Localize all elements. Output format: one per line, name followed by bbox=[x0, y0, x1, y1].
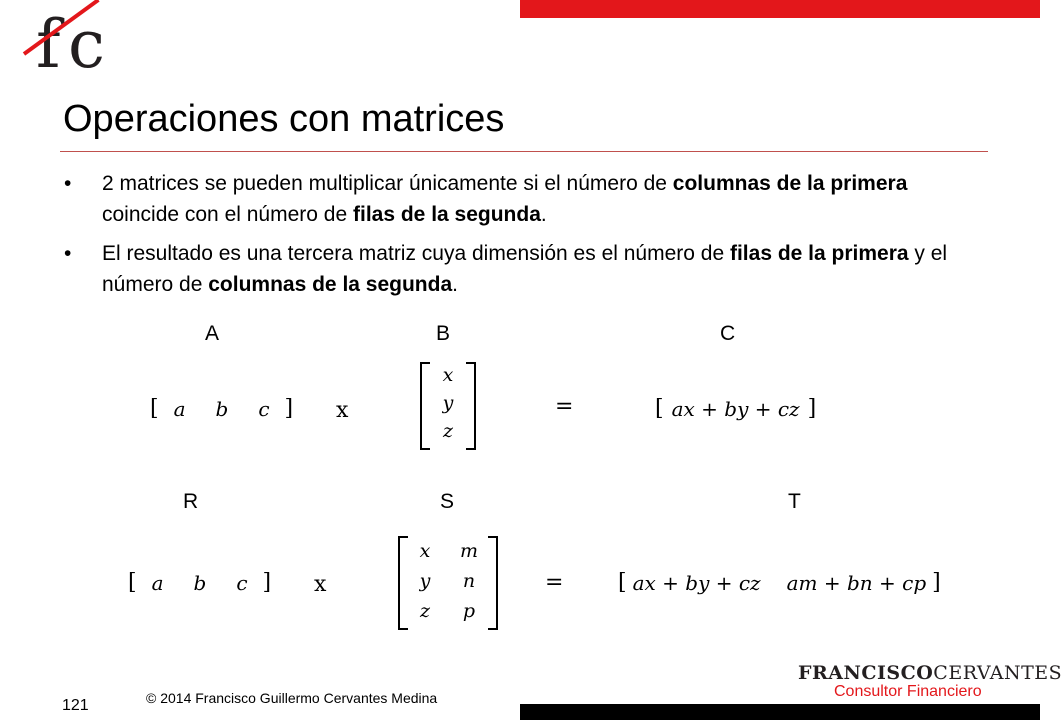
row-vector-a bbox=[150, 396, 293, 421]
matrix-element: z bbox=[419, 600, 430, 622]
bullet-dot: • bbox=[64, 172, 72, 195]
bullet-list bbox=[64, 168, 964, 308]
matrix-element: y bbox=[442, 392, 454, 414]
matrix-element: p bbox=[462, 600, 476, 622]
matrix-element: b bbox=[215, 396, 229, 421]
matrix-label-t: T bbox=[788, 490, 801, 513]
text-run-bold: filas de la segunda bbox=[353, 203, 541, 226]
row-vector-r bbox=[128, 570, 271, 595]
title-divider bbox=[60, 151, 988, 152]
matrix-label-b: B bbox=[436, 322, 451, 345]
fc-logo bbox=[22, 8, 112, 90]
column-vector-b bbox=[420, 362, 476, 450]
matrix-label-a: A bbox=[205, 322, 220, 345]
bracket-open: [ bbox=[128, 570, 137, 595]
result-vector-t bbox=[618, 570, 941, 595]
matrix-element: z bbox=[442, 420, 453, 442]
matrix-element: x bbox=[442, 364, 454, 386]
matrix-element: ax + by + cz bbox=[632, 570, 761, 595]
multiply-sign: x bbox=[336, 398, 349, 423]
brand-logo bbox=[798, 662, 1062, 684]
matrix-element: am + bn + cp bbox=[786, 570, 927, 595]
text-run: 2 matrices se pueden multiplicar únicamente si el número de bbox=[102, 172, 673, 195]
logo-letter-f: f bbox=[36, 6, 61, 83]
matrix-element: c bbox=[258, 396, 270, 421]
text-run-bold: columnas de la primera bbox=[672, 172, 908, 195]
brand-subtitle: Consultor Financiero bbox=[834, 683, 982, 700]
multiply-sign: x bbox=[314, 572, 327, 597]
matrix-element: m bbox=[459, 540, 479, 562]
bracket-close: ] bbox=[262, 570, 272, 595]
matrix-s bbox=[398, 536, 498, 630]
matrix-element: a bbox=[151, 570, 164, 595]
text-run: El resultado es una tercera matriz cuya dimensión es el número de bbox=[102, 242, 730, 265]
bullet-item bbox=[64, 238, 964, 300]
top-accent-bar bbox=[520, 0, 1040, 18]
matrix-element: b bbox=[193, 570, 207, 595]
copyright-text: © 2014 Francisco Guillermo Cervantes Medina bbox=[146, 690, 438, 706]
text-run: . bbox=[452, 273, 458, 296]
bottom-accent-bar bbox=[520, 704, 1040, 720]
matrix-element: n bbox=[462, 570, 476, 592]
bullet-dot: • bbox=[64, 242, 72, 265]
text-run: coincide con el número de bbox=[102, 203, 353, 226]
brand-regular: CERVANTES bbox=[933, 662, 1062, 684]
text-run-bold: columnas de la segunda bbox=[208, 273, 453, 296]
brand-bold: FRANCISCO bbox=[798, 662, 934, 684]
matrix-element: y bbox=[419, 570, 431, 592]
matrix-element: ax + by + cz bbox=[671, 396, 800, 421]
bullet-item bbox=[64, 168, 964, 230]
matrix-label-s: S bbox=[440, 490, 455, 513]
text-run-bold: filas de la primera bbox=[729, 242, 909, 265]
bracket-open: [ bbox=[150, 396, 159, 421]
bracket-close: ] bbox=[932, 570, 941, 595]
matrix-label-c: C bbox=[720, 322, 736, 345]
equals-sign: = bbox=[555, 394, 574, 419]
text-run: . bbox=[540, 203, 547, 226]
result-vector-c bbox=[655, 396, 816, 421]
matrix-element: c bbox=[236, 570, 248, 595]
page-number: 121 bbox=[62, 697, 89, 714]
bracket-close: ] bbox=[284, 396, 294, 421]
bracket-open: [ bbox=[618, 570, 627, 595]
bracket-open: [ bbox=[655, 396, 664, 421]
slide-title: Operaciones con matrices bbox=[63, 98, 505, 140]
equals-sign: = bbox=[545, 570, 564, 595]
bracket-close: ] bbox=[807, 396, 817, 421]
logo-letter-c: c bbox=[68, 6, 105, 83]
matrix-label-r: R bbox=[183, 490, 199, 513]
matrix-element: x bbox=[419, 540, 431, 562]
text-run: y el número de bbox=[102, 242, 948, 296]
matrix-element: a bbox=[173, 396, 186, 421]
